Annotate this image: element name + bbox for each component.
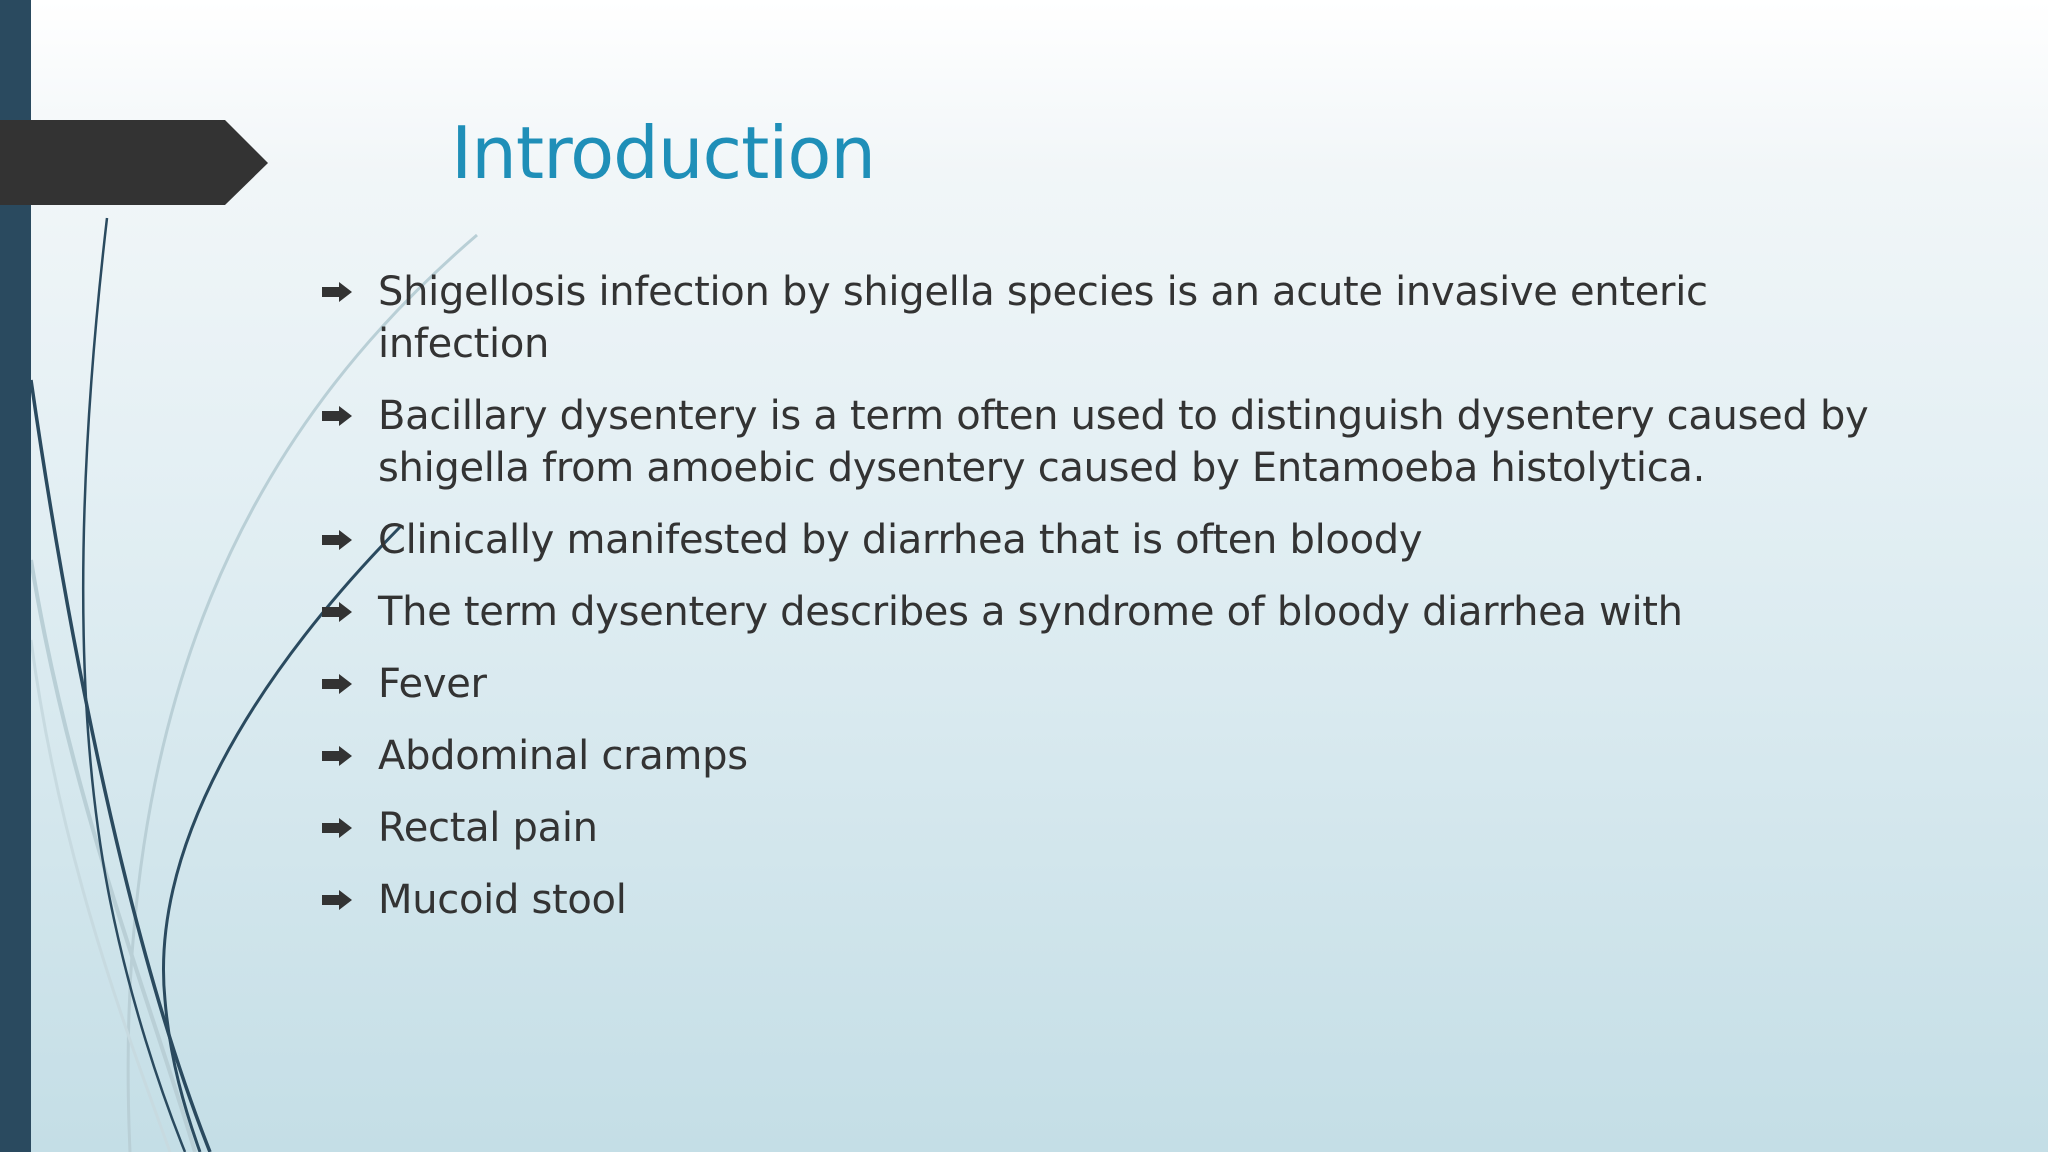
arrow-bullet-icon xyxy=(322,802,354,854)
arrow-bullet-icon xyxy=(322,586,354,638)
bullet-item xyxy=(322,390,1882,494)
bullet-text: Shigellosis infection by shigella species is an acute invasive enteric infection xyxy=(378,269,1708,367)
arrow-bullet-icon xyxy=(322,658,354,710)
arrow-bullet-icon xyxy=(322,730,354,782)
bullet-list xyxy=(322,266,1882,946)
slide-title: Introduction xyxy=(451,111,876,195)
bullet-item xyxy=(322,658,1882,710)
bullet-text: Mucoid stool xyxy=(378,877,627,923)
arrow-bullet-icon xyxy=(322,514,354,566)
bullet-item xyxy=(322,874,1882,926)
bullet-text: Fever xyxy=(378,661,487,707)
bullet-text: Rectal pain xyxy=(378,805,598,851)
bullet-text: Abdominal cramps xyxy=(378,733,748,779)
bullet-item xyxy=(322,802,1882,854)
bullet-item xyxy=(322,730,1882,782)
arrow-bullet-icon xyxy=(322,874,354,926)
bullet-text: Bacillary dysentery is a term often used to distinguish dysentery caused by shigella from amoebic dysentery caused by Entamoeba histolytica. xyxy=(378,393,1869,491)
arrow-bullet-icon xyxy=(322,390,354,442)
bullet-item xyxy=(322,266,1882,370)
bullet-text: Clinically manifested by diarrhea that is often bloody xyxy=(378,517,1423,563)
bullet-item xyxy=(322,514,1882,566)
bullet-item xyxy=(322,586,1882,638)
bullet-text: The term dysentery describes a syndrome of bloody diarrhea with xyxy=(378,589,1683,635)
arrow-bullet-icon xyxy=(322,266,354,318)
